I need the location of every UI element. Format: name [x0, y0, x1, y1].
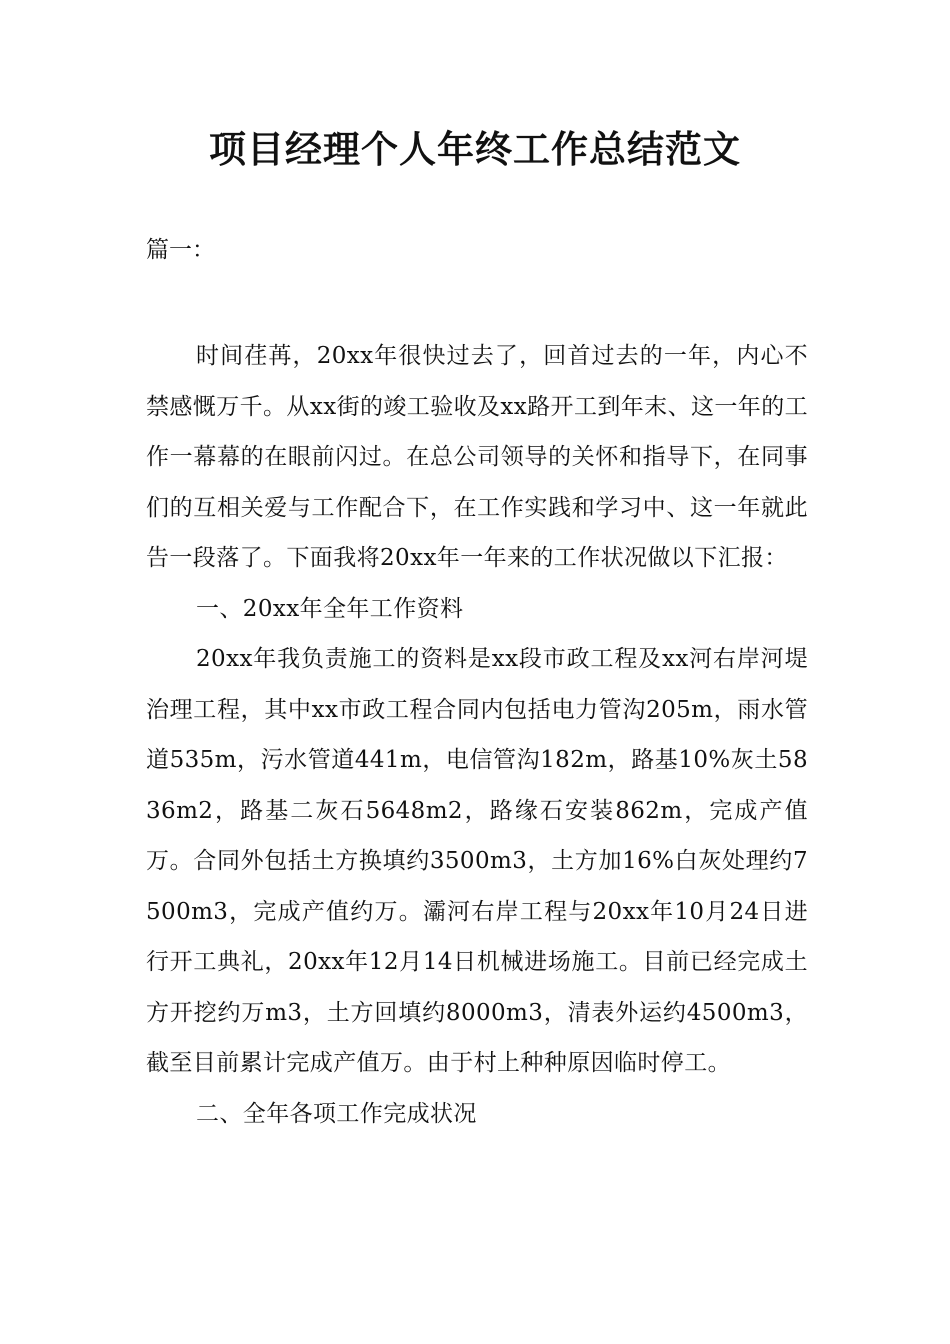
section-label: 篇一：	[146, 237, 215, 263]
document-title: 项目经理个人年终工作总结范文	[209, 128, 741, 171]
document-body	[146, 331, 808, 1139]
paragraph-work-content: 20xx年我负责施工的资料是xx段市政工程及xx河右岸河堤治理工程，其中xx市政工程合同内包括电力管沟205m，雨水管道535m，污水管道441m，电信管沟182m，路基10%灰土5836m2，路基二灰石5648m2，路缘石安装862m，完成产值万。合同外包括土方换填约3500m3，土方加16%白灰处理约7500m3，完成产值约万。灞河右岸工程与20xx年10月24日进行开工典礼，20xx年12月14日机械进场施工。目前已经完成土方开挖约万m3，土方回填约8000m3，清表外运约4500m3，截至目前累计完成产值万。由于村上种种原因临时停工。	[146, 646, 808, 1076]
paragraph-intro: 时间荏苒，20xx年很快过去了，回首过去的一年，内心不禁感慨万千。从xx街的竣工验收及xx路开工到年末、这一年的工作一幕幕的在眼前闪过。在总公司领导的关怀和指导下，在同事们的互相关爱与工作配合下，在工作实践和学习中、这一年就此告一段落了。下面我将20xx年一年来的工作状况做以下汇报：	[146, 343, 808, 571]
heading-work-completion: 二、全年各项工作完成状况	[196, 1100, 477, 1127]
heading-work-content: 一、20xx年全年工作资料	[196, 595, 464, 622]
